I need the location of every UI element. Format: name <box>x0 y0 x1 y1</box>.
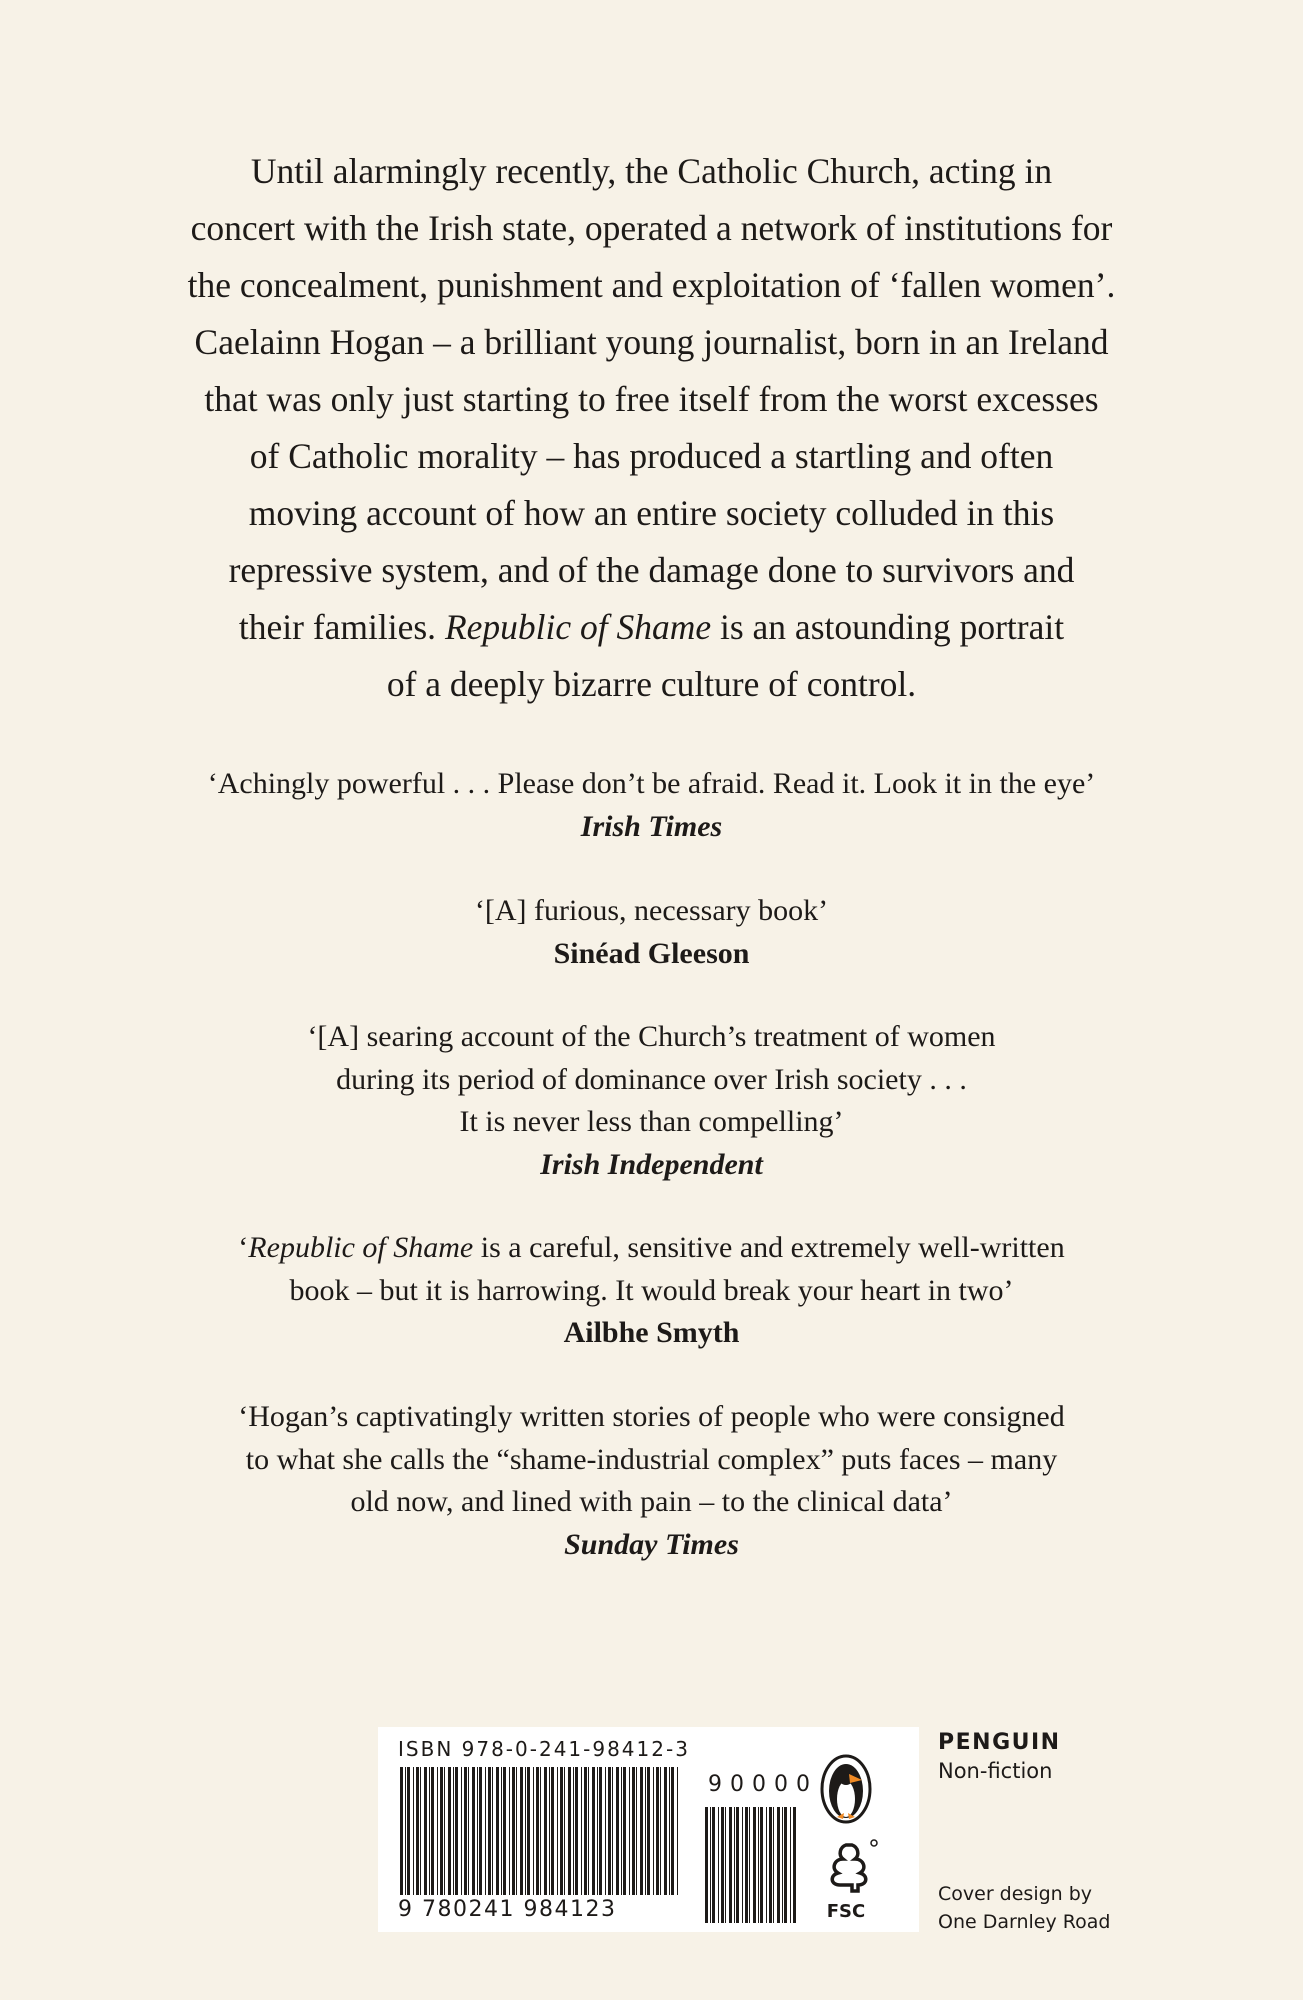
barcode-bar <box>784 1807 787 1923</box>
barcode-bar <box>664 1767 667 1895</box>
barcode-bar <box>536 1767 539 1895</box>
barcode-bar <box>710 1807 711 1923</box>
barcode-bar <box>645 1767 646 1895</box>
isbn-label: ISBN 978-0-241-98412-3 <box>398 1737 690 1761</box>
fsc-label: FSC <box>826 1901 866 1922</box>
quote-line: to what she calls the “shame-industrial complex” puts faces – many <box>245 1442 1058 1476</box>
credit-line: One Darnley Road <box>938 1911 1111 1933</box>
barcode-bar <box>527 1767 530 1895</box>
barcode-bar <box>501 1767 502 1895</box>
barcode-bar <box>444 1767 445 1895</box>
barcode-panel <box>378 1727 919 1932</box>
quote-source: Ailbhe Smyth <box>563 1316 740 1349</box>
review-quote <box>100 1227 1203 1355</box>
publisher-category: Non-fiction <box>938 1759 1053 1783</box>
barcode-bar <box>777 1807 780 1923</box>
barcode-bar <box>520 1767 523 1895</box>
review-quote <box>100 1016 1203 1186</box>
barcode-bar <box>437 1767 438 1895</box>
blurb-line: Caelainn Hogan – a brilliant young journalist, born in an Ireland <box>194 322 1109 362</box>
review-quote <box>100 1396 1203 1566</box>
quote-line: It is never less than compelling’ <box>459 1105 844 1138</box>
publisher-block <box>938 1730 1061 1783</box>
barcode-bar <box>440 1767 443 1895</box>
cover-credit <box>938 1880 1110 1936</box>
barcode-bar <box>760 1807 763 1923</box>
barcode-bar <box>551 1767 554 1895</box>
barcode-bar <box>766 1807 767 1923</box>
barcode-bar <box>623 1767 626 1895</box>
barcode-bar <box>461 1767 462 1895</box>
barcode-bar <box>584 1767 587 1895</box>
barcode-bar <box>749 1807 750 1923</box>
blurb-text: is an astounding portrait <box>720 607 1065 647</box>
barcode-bar <box>509 1767 510 1895</box>
barcode-bar <box>612 1767 613 1895</box>
blurb-text: their families. <box>238 607 437 647</box>
penguin-logo-icon <box>822 1756 870 1822</box>
barcode-bar <box>496 1767 499 1895</box>
barcode-bar <box>464 1767 467 1895</box>
quote-line: during its period of dominance over Irish society . . . <box>336 1062 967 1096</box>
barcode-bar <box>416 1767 419 1895</box>
barcode-bar <box>512 1767 515 1895</box>
quote-mark: ‘ <box>238 1231 249 1264</box>
barcode-bar <box>671 1767 674 1895</box>
barcode-bar <box>557 1767 558 1895</box>
barcode-bar <box>492 1767 493 1895</box>
barcode-bar <box>629 1767 630 1895</box>
barcode-bar <box>769 1807 772 1923</box>
barcode-bar <box>516 1767 517 1895</box>
fsc-logo-icon <box>827 1840 877 1922</box>
barcode-bar <box>734 1807 735 1923</box>
barcode-bar <box>742 1807 743 1923</box>
barcode-bar <box>653 1767 654 1895</box>
barcode-bar <box>677 1767 678 1895</box>
book-title: Republic of Shame <box>444 607 712 647</box>
barcode-bar <box>413 1767 414 1895</box>
blurb-line: the concealment, punishment and exploitation of ‘fallen women’. <box>187 265 1116 305</box>
barcode-bar <box>621 1767 622 1895</box>
barcode-bar <box>736 1807 739 1923</box>
blurb <box>100 143 1203 713</box>
barcode-bar <box>544 1767 547 1895</box>
barcode-bar <box>405 1767 406 1895</box>
quote-line: book – but it is harrowing. It would break your heart in two’ <box>289 1273 1014 1307</box>
barcode-bar <box>424 1767 427 1895</box>
barcode-bar <box>407 1767 410 1895</box>
quote-source: Sinéad Gleeson <box>553 936 750 970</box>
barcode-bar <box>581 1767 582 1895</box>
barcode-bar <box>758 1807 759 1923</box>
barcode-bar <box>431 1767 434 1895</box>
barcode-bar <box>656 1767 659 1895</box>
blurb-line <box>100 599 1203 656</box>
review-quote <box>100 763 1203 848</box>
quote-text: is a careful, sensitive and extremely well-written <box>473 1231 1065 1264</box>
barcode-bar <box>660 1767 661 1895</box>
barcode-bar <box>636 1767 637 1895</box>
barcode-bar <box>564 1767 565 1895</box>
price-code: 90000 <box>708 1772 818 1797</box>
blurb-line: of a deeply bizarre culture of control. <box>386 664 917 704</box>
barcode-bar <box>540 1767 541 1895</box>
quote-line: old now, and lined with pain – to the clinical data’ <box>350 1485 953 1518</box>
quote-line <box>100 1227 1203 1270</box>
barcode-bar <box>455 1767 458 1895</box>
barcode-digits: 9 780241 984123 <box>398 1897 617 1922</box>
quote-line: ‘[A] furious, necessary book’ <box>474 894 829 927</box>
barcode-bar <box>592 1767 595 1895</box>
barcode-bar <box>605 1767 606 1895</box>
barcode-bar <box>479 1767 482 1895</box>
barcode-bar <box>721 1807 724 1923</box>
publisher-name: PENGUIN <box>938 1730 1061 1755</box>
barcode-bar <box>429 1767 430 1895</box>
barcode-bar <box>588 1767 589 1895</box>
review-quote <box>100 890 1203 975</box>
barcode-bar <box>525 1767 526 1895</box>
blurb-line: moving account of how an entire society colluded in this <box>248 493 1055 533</box>
quote-source: Irish Times <box>580 809 723 843</box>
credit-line: Cover design by <box>938 1883 1093 1905</box>
barcode-bar <box>468 1767 469 1895</box>
blurb-line: Until alarmingly recently, the Catholic Church, acting in <box>250 151 1053 191</box>
barcode-bar <box>533 1767 534 1895</box>
barcode-bar <box>597 1767 598 1895</box>
barcode-bar <box>647 1767 650 1895</box>
blurb-line: that was only just starting to free itself from the worst excesses <box>204 379 1099 419</box>
barcode-bar <box>568 1767 571 1895</box>
barcode-bar <box>782 1807 783 1923</box>
barcode-bar <box>632 1767 635 1895</box>
barcode-bar <box>575 1767 578 1895</box>
book-title: Republic of Shame <box>248 1231 474 1264</box>
barcode-bar <box>753 1807 756 1923</box>
barcode-bar <box>608 1767 611 1895</box>
barcode-bar <box>477 1767 478 1895</box>
barcode-bar <box>718 1807 719 1923</box>
barcode-bar <box>549 1767 550 1895</box>
barcode-bar <box>705 1807 708 1923</box>
quote-source: Sunday Times <box>564 1527 739 1561</box>
quote-line: ‘Hogan’s captivatingly written stories of people who were consigned <box>238 1400 1065 1433</box>
barcode-bar <box>472 1767 475 1895</box>
barcode-bar <box>640 1767 643 1895</box>
blurb-line: repressive system, and of the damage done to survivors and <box>228 550 1075 590</box>
barcode-bar <box>790 1807 791 1923</box>
barcode-bar <box>669 1767 670 1895</box>
barcode-bar <box>599 1767 602 1895</box>
barcode-bar <box>453 1767 454 1895</box>
quote-line: ‘Achingly powerful . . . Please don’t be afraid. Read it. Look it in the eye’ <box>207 767 1096 800</box>
barcode-bar <box>712 1807 715 1923</box>
blurb-line: concert with the Irish state, operated a network of institutions for <box>190 208 1113 248</box>
quote-source: Irish Independent <box>540 1147 763 1181</box>
barcode-bar <box>573 1767 574 1895</box>
barcode-bar <box>503 1767 506 1895</box>
barcode-bar <box>400 1767 403 1895</box>
blurb-line: of Catholic morality – has produced a startling and often <box>249 436 1054 476</box>
barcode-bar <box>793 1807 796 1923</box>
barcode-bar <box>725 1807 726 1923</box>
barcode-bar <box>729 1807 732 1923</box>
barcode-bar <box>773 1807 774 1923</box>
barcode-bar <box>420 1767 421 1895</box>
barcode-bar <box>616 1767 619 1895</box>
barcode-bar <box>485 1767 486 1895</box>
barcode-bar <box>448 1767 451 1895</box>
barcode-bar <box>488 1767 491 1895</box>
quote-line: ‘[A] searing account of the Church’s treatment of women <box>307 1020 996 1053</box>
barcode-bar <box>560 1767 563 1895</box>
barcode-bar <box>745 1807 748 1923</box>
